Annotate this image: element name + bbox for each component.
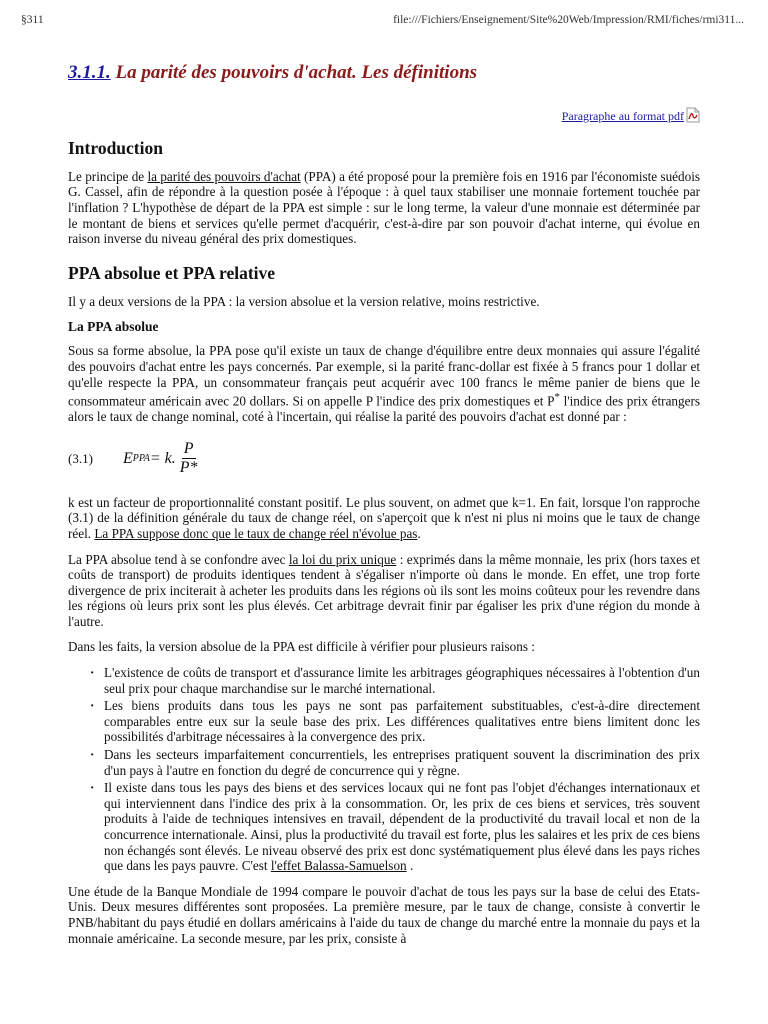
- k-factor-paragraph: k est un facteur de proportionnalité constant positif. Le plus souvent, on admet que k=1. En fait, lorsque l'on rapproche (3.1) de la définition générale du taux de change réel, on s'aperçoit que k n'est ni plus ni moins que le taux de change réel. La PPA suppose donc que le taux de change réel n'évolue pas.: [68, 494, 700, 541]
- loi-prix-unique-link[interactable]: la loi du prix unique: [288, 551, 397, 567]
- equation-number: (3.1): [68, 450, 93, 466]
- file-url: file:///Fichiers/Enseignement/Site%20Web/Impression/RMI/fiches/rmi311...: [393, 14, 744, 26]
- balassa-samuelson-link[interactable]: l'effet Balassa-Samuelson: [270, 858, 407, 874]
- ppa-absolue-paragraph: Sous sa forme absolue, la PPA pose qu'il existe un taux de change d'équilibre entre deux monnaies qui assure l'égalité des pouvoirs d'achat entre les pays concernés. Par exemple, si la parité franc-dollar est fixée à 5 francs pour 1 dollar et qu'elle respecte la PPA, un consommateur français peut acquérir avec 100 francs le même panier de biens que le consommateur américain avec 20 dollars. Si on appelle P l'indice des prix domestiques et P* l'indice des prix étrangers alors le taux de change nominal, coté à l'incertain, qui réalise la parité des pouvoirs d'achat est donné par :: [68, 343, 700, 425]
- difficulty-paragraph: Dans les faits, la version absolue de la PPA est difficile à vérifier pour plusieurs raisons :: [68, 639, 535, 655]
- page-code: §311: [21, 14, 44, 26]
- list-item: · Les biens produits dans tous les pays ne sont pas parfaitement substituables, c'est-à-dire directement comparables entre eux sur la seule base des prix. Les différences qualitatives entre biens limitent donc les possibilités d'arbitrage nécessaires à la convergence des prix.: [104, 698, 700, 745]
- intro-paragraph: Le principe de la parité des pouvoirs d'achat (PPA) a été proposé pour la première fois en 1916 par l'économiste suédois G. Cassel, afin de répondre à la question posée à l'époque : à quel taux stabiliser une monnaie fortement touchée par l'inflation ? L'hypothèse de départ de la PPA est simple : sur le long terme, la valeur d'une monnaie est déterminée par le montant de biens et services qu'elle permet d'acquérir, c'est-à-dire par son pouvoir d'achat interne, qui évolue en raison inverse du niveau général des prix domestiques.: [68, 168, 701, 247]
- equation-3-1: [68, 435, 700, 483]
- section-number-link[interactable]: 3.1.1.: [68, 62, 111, 83]
- loi-prix-paragraph: La PPA absolue tend à se confondre avec la loi du prix unique : exprimés dans la même monnaie, les prix (hors taxes et coûts de transport) de produits identiques tendent à s'égaliser n'importe où dans le monde. En effet, une trop forte divergence de prix inciterait à acheter les produits dans les régions où ils sont les moins coûteux pour les revendre dans les régions où leurs prix sont les plus élevés. Cet arbitrage devrait finir par égaliser les prix d'une région du monde à l'autre.: [68, 551, 701, 629]
- document-body: [68, 62, 700, 956]
- real-exchange-rate-note: La PPA suppose donc que le taux de change réel n'évolue pas: [94, 525, 418, 541]
- list-item: · Dans les secteurs imparfaitement concurrentiels, les entreprises pratiquent souvent la discrimination des prix d'un pays à l'autre en fonction du degré de concurrence qui y règne.: [104, 747, 700, 778]
- section-title-text: La parité des pouvoirs d'achat. Les définitions: [110, 62, 478, 83]
- ppa-heading: PPA absolue et PPA relative: [68, 262, 276, 283]
- list-item: · L'existence de coûts de transport et d'assurance limite les arbitrages géographiques nécessaires à l'obtention d'un seul prix pour chaque marchandise sur le marché international.: [104, 665, 700, 696]
- world-bank-paragraph: Une étude de la Banque Mondiale de 1994 compare le pouvoir d'achat de tous les pays sur la base de celui des Etats-Unis. Deux mesures différentes sont proposées. La première mesure, par le taux de change, consiste à convertir le PNB/habitant du pays étudié en dollars américains à l'aide du taux de change du marché entre la monnaie du pays et la monnaie américaine. La seconde mesure, par les prix, consiste à: [68, 883, 700, 946]
- list-item: · Il existe dans tous les pays des biens et des services locaux qui ne font pas l'objet d'échanges internationaux et qui interviennent dans l'indice des prix à la consommation. Or, les prix de ces biens et services, très souvent produits à l'aide de techniques intensives en travail, dépendent de la productivité du travail local et non de la concurrence internationale. Ainsi, plus la productivité du travail est forte, plus les salaires et les prix de ces biens non échangés sont élevés. Le niveau observé des prix est donc systématiquement plus élevé dans les pays riches que dans les pays pauvre. C'est l'effet Balassa-Samuelson .: [104, 780, 700, 874]
- intro-heading: Introduction: [68, 137, 163, 158]
- page-title: [68, 62, 700, 85]
- pdf-download: [68, 107, 700, 124]
- pdf-download-link[interactable]: Paragraphe au format pdf: [561, 108, 684, 123]
- reasons-list: [68, 665, 700, 874]
- ppa-absolue-heading: La PPA absolue: [68, 319, 159, 335]
- pdf-file-icon[interactable]: [686, 107, 700, 123]
- ppa-versions-paragraph: Il y a deux versions de la PPA : la version absolue et la version relative, moins restrictive.: [68, 293, 540, 309]
- ppa-link[interactable]: la parité des pouvoirs d'achat: [147, 168, 301, 184]
- equation-body: E PPA = k. $\frac{P}{P*}$: [123, 440, 198, 477]
